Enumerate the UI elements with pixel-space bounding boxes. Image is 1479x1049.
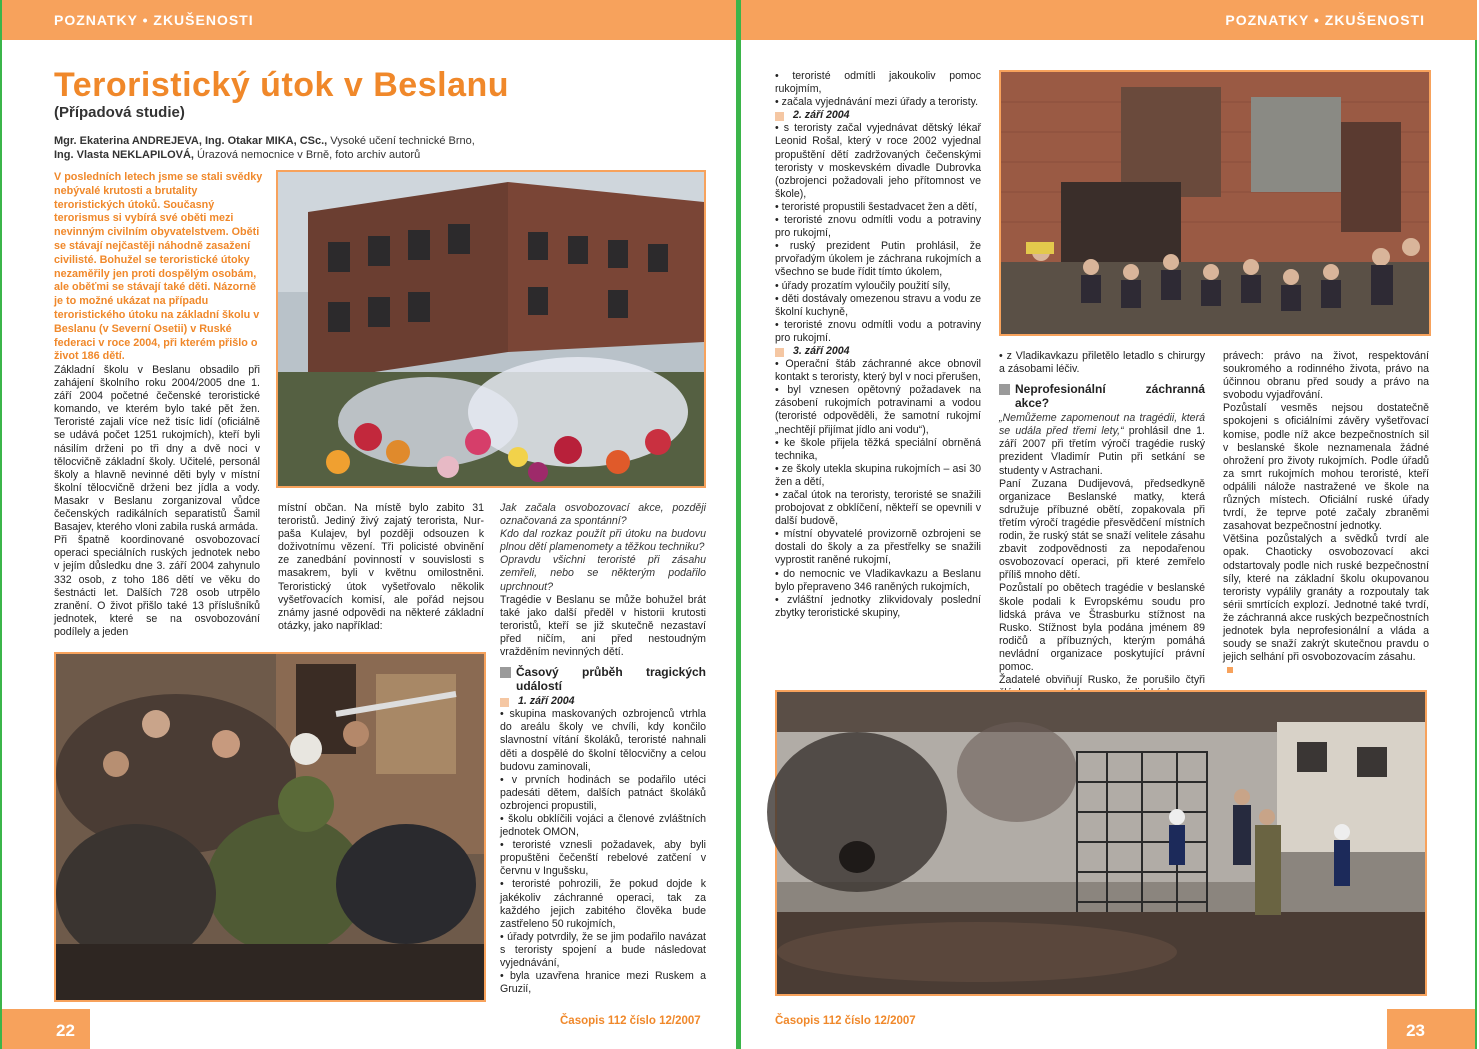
body-paragraph-1: Základní školu v Beslanu obsadilo při zahájení školního roku 2004/2005 dne 1. září 2004 početné čečenské teroristické komando, ve kterém bylo také pět žen. Teroristé zajali více než tisíc lidí (oficiálně se udává počet 1251 rukojmích), kteří byli násilím drženi po tři dny a dvě noci v tělocvičně základní školy. Učitelé, personál školy a hlavně nevinné děti byly v místní školní tělocvičně drženi bez jídla a vody. Masakr v Beslanu zorganizoval vůdce čečenských radikálních separatistů Šamil Basajev, kterého vloni zabila ruská armáda.	[54, 364, 260, 534]
list-item: • skupina maskovaných ozbrojenců vtrhla do areálu školy ve chvíli, kdy končilo slavnostní vítání školáků, teroristé nahnali děti a dospělé do školní tělocvičny a celou budovu zaminovali,	[500, 708, 706, 773]
body-paragraph-opposite: Většina pozůstalých a svědků tvrdí ale opak. Chaoticky osvobozovací akci odstartovaly podle nich ruské bezpečnostní síly, které na základní školu okupovanou teroristy vypálily granáty a rozpoutaly tak sérii smrtících explozí. Jednotné také tvrdí, že záchranná akce ruských bezpečnostních jednotek byla neprofesionální a vláda a soudy se snaží zakrýt skutečnou pravdu o jejich selhání při osvobozovacím zásahu.	[1223, 533, 1429, 664]
page-number-right: 23	[1406, 1021, 1425, 1040]
section-heading-nonprofessional: Neprofesionální záchranná akce?	[999, 382, 1205, 410]
list-item: • byl vznesen opětovný požadavek na zásobení rukojmích potravinami a vodou (teroristé odpověděli, že samotní rukojmí „nechtějí přijímat jídlo ani vodu“),	[775, 384, 981, 436]
list-item: • zvláštní jednotky zlikvidovaly poslední zbytky teroristické skupiny,	[775, 594, 981, 620]
list-item: • teroristé odmítli jakoukoliv pomoc rukojmím,	[775, 70, 981, 96]
list-item: • teroristé znovu odmítli vodu a potraviny pro rukojmí.	[775, 319, 981, 345]
section-header-right: POZNATKY • ZKUŠENOSTI	[741, 0, 1477, 40]
body-paragraph-survivors: Pozůstalí vesměs nejsou dostatečně spokojeni s oficiálními závěry vyšetřovací komise, podle níž akce bezpečnostních sil v beslanské škole neznamenala žádné ohrožení pro životy rukojmích. Podle úřadů za smrt rukojmích mohou teroristé, kteří odpálili nálože nastražené ve škole na různých místech. Oficiální ruské úřady tvrdí, že teprve poté začaly zbraněmi zasahovat bezpečnostní jednotky.	[1223, 402, 1429, 533]
section-header-left: POZNATKY • ZKUŠENOSTI	[2, 0, 738, 40]
question-1: Jak začala osvobozovací akce, později označovaná za spontánní?	[500, 502, 706, 528]
authors-affiliation-2: Úrazová nemocnice v Brně, foto archiv autorů	[193, 149, 421, 161]
list-item: • teroristé vznesli požadavek, aby byli propuštěni čečenští rebelové zatčení v červnu v Ingušsku,	[500, 839, 706, 878]
right-column-2	[999, 350, 1206, 687]
body-column-2	[278, 502, 484, 650]
school-flowers-image	[278, 172, 704, 486]
body-paragraph-3: místní občan. Na místě bylo zabito 31 teroristů. Jediný živý zajatý terorista, Nur-paša Kulajev, byl později odsouzen k doživotnímu vězení. Tři policisté obvinění ze zanedbání povinností v souvislosti s masakrem, byli v květnu omilostněni. Teroristický útok vyšetřovalo několik vyšetřovacích komisí, ale pořád nejsou známy jasné odpovědi na některé základní otázky, jako například:	[278, 502, 484, 632]
body-column-1	[54, 364, 260, 650]
authors-names-2: Ing. Vlasta NEKLAPILOVÁ,	[54, 149, 194, 161]
authors-names-1: Mgr. Ekaterina ANDREJEVA, Ing. Otakar MIKA, CSc.,	[54, 135, 328, 147]
right-column-1	[775, 70, 981, 682]
footer-bar-right	[1387, 1009, 1475, 1049]
article-lead: V posledních letech jsme se stali svědky nebývalé krutosti a brutality teroristických útoků. Současný terorismus si vybírá své oběti mezi nevinným civilním obyvatelstvem. Oběti se stávají nejčastěji náhodně zasažení civilisté. Bohužel se teroristické útoky nezaměřily jen proti dospělým osobám, ale oběťmi se stávají také děti. Názorně je to možné ukázat na případu teroristického útoku na základní školu v Beslanu (v Severní Osetii) v Ruské federaci v roce 2004, při kterém přišlo o život 186 dětí.	[54, 171, 263, 363]
right-page	[741, 0, 1477, 1049]
body-paragraph-accusation: Žadatelé obviňují Rusko, že porušilo čtyři	[999, 674, 1205, 687]
article-title: Teroristický útok v Beslanu	[54, 66, 510, 104]
end-of-article-mark	[1227, 667, 1233, 673]
list-item: • teroristé propustili šestadvacet žen a dětí,	[775, 201, 981, 214]
article-subtitle: (Případová studie)	[54, 104, 185, 121]
body-paragraph-2: Při špatně koordinované osvobozovací operaci speciálních ruských jednotek nebo v jejím důsledku dne 3. září 2004 zahynulo 332 osob, z toho 186 dětí ve věku do šestnácti let. Dalších 728 osob utrpělo zranění. O život přišlo také 13 příslušníků jednotek, které se na osvobozování podílely a jeden	[54, 534, 260, 638]
list-item: • ke škole přijela těžká speciální obrněná technika,	[775, 437, 981, 463]
question-3: Opravdu všichni teroristé při zásahu zemřeli, nebo se některým podařilo uprchnout?	[500, 554, 706, 593]
timeline-heading: Časový průběh tragických událostí	[500, 665, 706, 693]
list-item: • úřady prozatím vyloučily použití síly,	[775, 280, 981, 293]
left-page	[0, 0, 736, 1049]
list-item: • teroristé pohrozili, že pokud dojde k jakékoliv záchranné operaci, tak za každého jejich zabitého člověka bude zastřeleno 50 rukojmích,	[500, 878, 706, 930]
putin-quote: „Nemůžeme zapomenout na tragédii, která se udála před třemi lety,“	[999, 412, 1205, 438]
body-paragraph-4: Tragédie v Beslanu se může bohužel brát také jako další předěl v historii krutosti teroristů, kteří se již skutečně nezastaví před ničím, ani před nestoudným vražděním nevinných dětí.	[500, 593, 706, 659]
quote-context: prohlásil dne 1. září 2007 při třetím výročí tragédie ruský prezident Vladimír Putin při setkání se studenty v Astrachani.	[999, 425, 1206, 477]
list-item: • úřady potvrdily, že se jim podařilo navázat s teroristy spojení a bude následovat vyjednávání,	[500, 931, 706, 970]
list-item: • teroristé znovu odmítli vodu a potraviny pro rukojmí,	[775, 214, 981, 240]
list-item: • začala vyjednávání mezi úřady a teroristy.	[775, 96, 981, 109]
body-column-3	[500, 502, 706, 1002]
question-2: Kdo dal rozkaz použít při útoku na budovu plnou dětí plamenomety a těžkou techniku?	[500, 528, 706, 554]
list-item: • do nemocnic ve Vladikavkazu a Beslanu bylo přepraveno 346 raněných rukojmích,	[775, 568, 981, 594]
day-3-list	[775, 358, 981, 620]
photo-school-flowers	[276, 170, 706, 488]
list-item: • ze školy utekla skupina rukojmích – asi 30 žen a dětí,	[775, 463, 981, 489]
day-1-list	[500, 708, 706, 996]
footer-bar-left	[2, 1009, 90, 1049]
day-1-continued-list	[775, 70, 981, 109]
timeline-day-3: 3. září 2004	[775, 345, 981, 358]
journal-label-right: Časopis 112 číslo 12/2007	[775, 1015, 916, 1027]
list-item: • byla uzavřena hranice mezi Ruskem a Gruzií,	[500, 970, 706, 996]
timeline-day-1: 1. září 2004	[500, 695, 706, 708]
list-item: • s teroristy začal vyjednávat dětský lékař Leonid Rošal, který v roce 2002 vyjednal propuštění dětí zadržovaných čečenskými teroristy v moskevském divadle Dubrovka (ozbrojenci požadovali jeho přítomnost ve škole),	[775, 122, 981, 201]
photo-hostages-building	[999, 70, 1431, 336]
page-number-left: 22	[56, 1021, 75, 1040]
list-item: • v prvních hodinách se podařilo utéci padesáti dětem, dalších patnáct školáků ozbrojenci propustili,	[500, 774, 706, 813]
article-authors	[54, 134, 524, 162]
body-paragraph-dudijevova: Paní Zuzana Dudijevová, předsedkyně organizace Beslanské matky, která sdružuje příbuzné obětí, zopakovala při třetím výročí tragédie přesvědčení místních rodin, že ruský stát se snaží velitele zásahu zbavit zodpovědnosti za nepodařenou osvobozovací operaci, při které zemřelo příliš mnoho dětí.	[999, 477, 1205, 582]
list-item: • děti dostávaly omezenou stravu a vodu ze školní kuchyně,	[775, 293, 981, 319]
burned-gym-image	[777, 692, 1425, 994]
hostages-building-image	[1001, 72, 1429, 334]
body-paragraph-complaint: Pozůstalí po obětech tragédie v beslanské škole podali k Evropskému soudu pro lidská práva ve Štrasburku stížnost na Rusko. Stížnost byla podána jménem 89 rodičů a příbuzných, kterým pomáhá nevládní organizace poskytující právní pomoc.	[999, 582, 1205, 673]
list-item: • školu obklíčili vojáci a členové zvláštních jednotek OMON,	[500, 813, 706, 839]
rescue-crowd-image	[56, 654, 484, 1000]
photo-burned-gym	[775, 690, 1427, 996]
day-2-list	[775, 122, 981, 345]
journal-label-left: Časopis 112 číslo 12/2007	[560, 1015, 701, 1027]
photo-rescue-crowd	[54, 652, 486, 1002]
list-item: • z Vladikavkazu přiletělo letadlo s chirurgy a zásobami léčiv.	[999, 350, 1205, 376]
list-item: • Operační štáb záchranné akce obnovil kontakt s teroristy, který byl v noci přerušen,	[775, 358, 981, 384]
list-item: • místní obyvatelé provizorně ozbrojeni se dostali do školy a za přestřelky se snažili vyprostit raněné rukojmí,	[775, 528, 981, 567]
timeline-day-2: 2. září 2004	[775, 109, 981, 122]
body-paragraph-rights: právech: právo na život, respektování soukromého a rodinného života, právo na účinnou obranu před soudy a právo na svobodu vyjadřování.	[1223, 350, 1429, 402]
list-item: • začal útok na teroristy, teroristé se snažili probojovat z obklíčení, někteří se opevnili v další budově,	[775, 489, 981, 528]
authors-affiliation-1: Vysoké učení technické Brno,	[327, 135, 475, 147]
list-item: • ruský prezident Putin prohlásil, že prvořadým úkolem je záchrana rukojmích a všechno se bude řídit tímto úkolem,	[775, 240, 981, 279]
day-3-continued-list	[999, 350, 1205, 376]
right-column-3	[1223, 350, 1429, 682]
